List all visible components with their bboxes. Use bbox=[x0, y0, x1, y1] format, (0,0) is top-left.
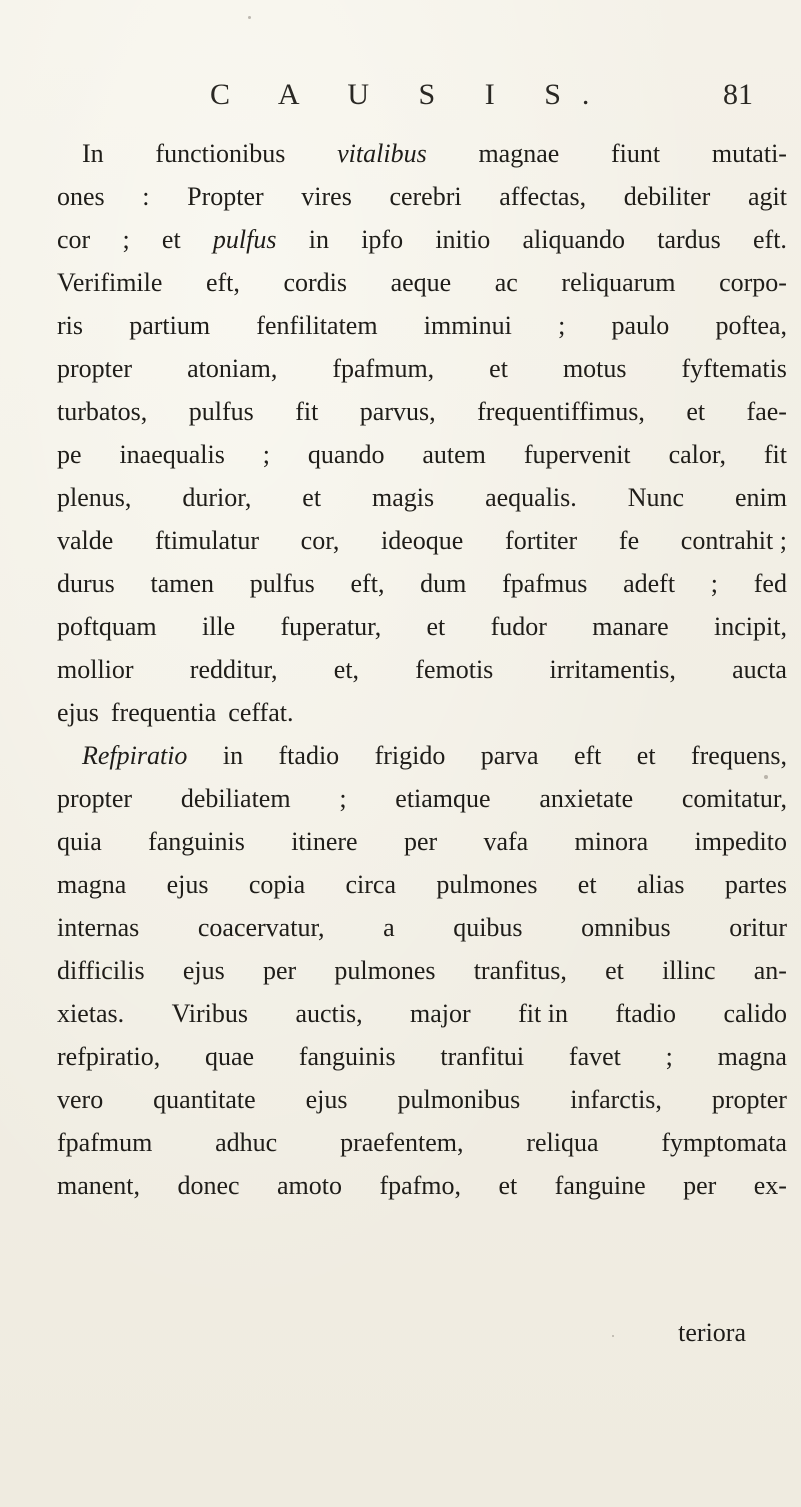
word: et bbox=[489, 354, 508, 383]
paper-speck bbox=[612, 1335, 614, 1337]
word: Verifimile bbox=[57, 268, 163, 297]
word: fit bbox=[763, 440, 787, 469]
word: quantitate bbox=[153, 1085, 256, 1114]
word: debiliatem bbox=[180, 784, 291, 813]
word: frequens, bbox=[690, 741, 787, 770]
word: frigido bbox=[374, 741, 446, 770]
text-line bbox=[57, 218, 787, 261]
word: et bbox=[426, 612, 446, 641]
word: frequentia bbox=[110, 698, 217, 727]
word: reliqua bbox=[526, 1128, 599, 1157]
word: ; bbox=[262, 440, 271, 469]
word: fpafmus bbox=[502, 569, 588, 598]
text-line bbox=[57, 734, 787, 777]
word: illinc bbox=[662, 956, 716, 985]
word: circa bbox=[345, 870, 397, 899]
word: agit bbox=[747, 182, 787, 211]
word: motus bbox=[562, 354, 627, 383]
word: et bbox=[605, 956, 624, 985]
text-line bbox=[57, 863, 787, 906]
word: pe bbox=[57, 440, 82, 469]
word: ipfo bbox=[361, 225, 404, 254]
text-line bbox=[57, 519, 787, 562]
word: anxietate bbox=[539, 784, 634, 813]
word: ejus bbox=[305, 1085, 348, 1114]
word: reliquarum bbox=[561, 268, 676, 297]
word: contrahit ; bbox=[680, 526, 787, 555]
word: fenfilitatem bbox=[256, 311, 378, 340]
word: fae- bbox=[746, 397, 787, 426]
word: fymptomata bbox=[661, 1128, 787, 1157]
word: fortiter bbox=[505, 526, 578, 555]
running-head: C A U S I S. bbox=[210, 78, 611, 111]
word: tardus bbox=[657, 225, 721, 254]
word: durus bbox=[57, 569, 115, 598]
word: itinere bbox=[291, 827, 358, 856]
word: atoniam, bbox=[187, 354, 278, 383]
word: calido bbox=[723, 999, 787, 1028]
word: ftadio bbox=[615, 999, 677, 1028]
word: eft, bbox=[350, 569, 385, 598]
word: fanguinis bbox=[148, 827, 245, 856]
text-line bbox=[57, 691, 787, 734]
word: fudor bbox=[490, 612, 547, 641]
word: major bbox=[410, 999, 471, 1028]
word: fit bbox=[295, 397, 319, 426]
word: initio bbox=[435, 225, 491, 254]
word: a bbox=[383, 913, 395, 942]
word: propter bbox=[711, 1085, 787, 1114]
word: cor, bbox=[300, 526, 340, 555]
word: magna bbox=[57, 870, 127, 899]
word: enim bbox=[735, 483, 787, 512]
word: amoto bbox=[277, 1171, 342, 1200]
word: quibus bbox=[453, 913, 523, 942]
word: mollior bbox=[57, 655, 134, 684]
word: ; bbox=[558, 311, 566, 340]
word: ideoque bbox=[381, 526, 464, 555]
word: : bbox=[142, 182, 150, 211]
word: aucta bbox=[732, 655, 787, 684]
paper-speck bbox=[248, 16, 251, 19]
word: durior, bbox=[182, 483, 252, 512]
text-line bbox=[57, 1164, 787, 1207]
word: eft bbox=[573, 741, 602, 770]
body-text bbox=[57, 132, 787, 1207]
word: oritur bbox=[729, 913, 787, 942]
word: imminui bbox=[423, 311, 512, 340]
word: autem bbox=[422, 440, 486, 469]
word: valde bbox=[57, 526, 114, 555]
word: pulfus bbox=[188, 397, 254, 426]
word: turbatos, bbox=[57, 397, 148, 426]
word: incipit, bbox=[714, 612, 787, 641]
word: etiamque bbox=[395, 784, 491, 813]
word: ex- bbox=[753, 1171, 787, 1200]
italic-word: pulfus bbox=[212, 225, 277, 254]
word: inaequalis bbox=[119, 440, 225, 469]
word: ejus bbox=[182, 956, 225, 985]
word: fit in bbox=[518, 999, 568, 1028]
word: quando bbox=[307, 440, 385, 469]
text-line bbox=[57, 648, 787, 691]
word: quae bbox=[205, 1042, 255, 1071]
word: tranfitus, bbox=[473, 956, 567, 985]
word: fpafmum bbox=[57, 1128, 153, 1157]
word: et bbox=[161, 225, 181, 254]
word: per bbox=[683, 1171, 717, 1200]
word: fe bbox=[618, 526, 640, 555]
word: praefentem, bbox=[340, 1128, 464, 1157]
word: fpafmum, bbox=[332, 354, 435, 383]
word: difficilis bbox=[57, 956, 145, 985]
catchword: teriora bbox=[678, 1318, 746, 1347]
text-line bbox=[57, 476, 787, 519]
word: ac bbox=[494, 268, 518, 297]
text-line bbox=[57, 132, 787, 175]
word: per bbox=[262, 956, 297, 985]
word: fpafmo, bbox=[379, 1171, 462, 1200]
word: per bbox=[403, 827, 438, 856]
word: et bbox=[302, 483, 322, 512]
word: Nunc bbox=[627, 483, 685, 512]
word: pulfus bbox=[249, 569, 315, 598]
word: internas bbox=[57, 913, 140, 942]
word: aeque bbox=[390, 268, 452, 297]
text-line bbox=[57, 992, 787, 1035]
word: debiliter bbox=[623, 182, 711, 211]
text-line bbox=[57, 175, 787, 218]
word: fanguinis bbox=[298, 1042, 396, 1071]
word: parvus, bbox=[359, 397, 436, 426]
text-line bbox=[57, 347, 787, 390]
word: Propter bbox=[187, 182, 264, 211]
word: manare bbox=[592, 612, 669, 641]
word: mutati- bbox=[711, 139, 787, 168]
word: copia bbox=[248, 870, 306, 899]
word: ftimulatur bbox=[155, 526, 259, 555]
word: poftea, bbox=[715, 311, 787, 340]
word: manent, bbox=[57, 1171, 141, 1200]
word: ille bbox=[201, 612, 236, 641]
word: magna bbox=[717, 1042, 787, 1071]
word: cerebri bbox=[389, 182, 462, 211]
word: pulmones bbox=[334, 956, 436, 985]
word: cor bbox=[57, 225, 91, 254]
word: In bbox=[82, 139, 104, 168]
word: in bbox=[308, 225, 329, 254]
word: dum bbox=[420, 569, 467, 598]
word: Viribus bbox=[171, 999, 249, 1028]
word: in bbox=[222, 741, 244, 770]
word: ejus bbox=[57, 698, 99, 727]
word: pulmonibus bbox=[397, 1085, 521, 1114]
word: xietas. bbox=[57, 999, 125, 1028]
word: ; bbox=[122, 225, 130, 254]
word: ftadio bbox=[278, 741, 340, 770]
word: aliquando bbox=[522, 225, 625, 254]
word: et bbox=[498, 1171, 518, 1200]
word: fiunt bbox=[611, 139, 661, 168]
word: functionibus bbox=[155, 139, 286, 168]
word: cordis bbox=[283, 268, 348, 297]
page-number: 81 bbox=[723, 78, 753, 111]
word: partes bbox=[724, 870, 787, 899]
text-line bbox=[57, 1078, 787, 1121]
word: ones bbox=[57, 182, 105, 211]
word: redditur, bbox=[189, 655, 278, 684]
word: minora bbox=[574, 827, 649, 856]
paper-speck bbox=[764, 775, 768, 779]
word: calor, bbox=[668, 440, 726, 469]
word: an- bbox=[753, 956, 787, 985]
word: coacervatur, bbox=[197, 913, 325, 942]
word: fyftematis bbox=[681, 354, 787, 383]
word: magis bbox=[372, 483, 435, 512]
word: corpo- bbox=[719, 268, 787, 297]
word: tamen bbox=[150, 569, 215, 598]
word: vero bbox=[57, 1085, 104, 1114]
word: auctis, bbox=[295, 999, 363, 1028]
word: fupervenit bbox=[523, 440, 631, 469]
word: et bbox=[577, 870, 597, 899]
word: favet bbox=[568, 1042, 621, 1071]
word: femotis bbox=[415, 655, 494, 684]
word: et bbox=[686, 397, 706, 426]
text-line bbox=[57, 605, 787, 648]
word: omnibus bbox=[581, 913, 671, 942]
word: affectas, bbox=[499, 182, 587, 211]
word: fanguine bbox=[554, 1171, 646, 1200]
word: pulmones bbox=[436, 870, 538, 899]
word: ; bbox=[710, 569, 719, 598]
word: eft. bbox=[753, 225, 787, 254]
text-line bbox=[57, 1121, 787, 1164]
word: paulo bbox=[611, 311, 670, 340]
word: adeft bbox=[623, 569, 676, 598]
word: fuperatur, bbox=[280, 612, 382, 641]
word: magnae bbox=[478, 139, 560, 168]
word: donec bbox=[177, 1171, 240, 1200]
word: ris bbox=[57, 311, 83, 340]
word: parva bbox=[480, 741, 539, 770]
word: et bbox=[636, 741, 656, 770]
word: ceffat. bbox=[228, 698, 294, 727]
word: propter bbox=[57, 784, 133, 813]
text-line bbox=[57, 949, 787, 992]
text-line bbox=[57, 261, 787, 304]
italic-word: Refpiratio bbox=[82, 741, 188, 770]
text-line bbox=[57, 906, 787, 949]
word: aequalis. bbox=[485, 483, 577, 512]
word: vires bbox=[301, 182, 352, 211]
word: poftquam bbox=[57, 612, 157, 641]
word: alias bbox=[636, 870, 685, 899]
word: irritamentis, bbox=[549, 655, 676, 684]
text-line bbox=[57, 1035, 787, 1078]
word: ; bbox=[339, 784, 347, 813]
italic-word: vitalibus bbox=[337, 139, 427, 168]
text-line bbox=[57, 777, 787, 820]
word: refpiratio, bbox=[57, 1042, 161, 1071]
word: partium bbox=[129, 311, 211, 340]
word: propter bbox=[57, 354, 133, 383]
word: et, bbox=[333, 655, 360, 684]
word: eft, bbox=[205, 268, 240, 297]
word: fed bbox=[753, 569, 787, 598]
word: quia bbox=[57, 827, 102, 856]
word: plenus, bbox=[57, 483, 132, 512]
word: frequentiffimus, bbox=[477, 397, 645, 426]
word: ejus bbox=[166, 870, 209, 899]
word: adhuc bbox=[215, 1128, 278, 1157]
word: comitatur, bbox=[681, 784, 787, 813]
text-line bbox=[57, 304, 787, 347]
text-line bbox=[57, 390, 787, 433]
page-header bbox=[0, 78, 801, 118]
word: ; bbox=[665, 1042, 673, 1071]
text-line bbox=[57, 433, 787, 476]
word: vafa bbox=[483, 827, 529, 856]
word: impedito bbox=[694, 827, 787, 856]
word: infarctis, bbox=[570, 1085, 662, 1114]
text-line bbox=[57, 562, 787, 605]
text-line bbox=[57, 820, 787, 863]
word: tranfitui bbox=[440, 1042, 525, 1071]
